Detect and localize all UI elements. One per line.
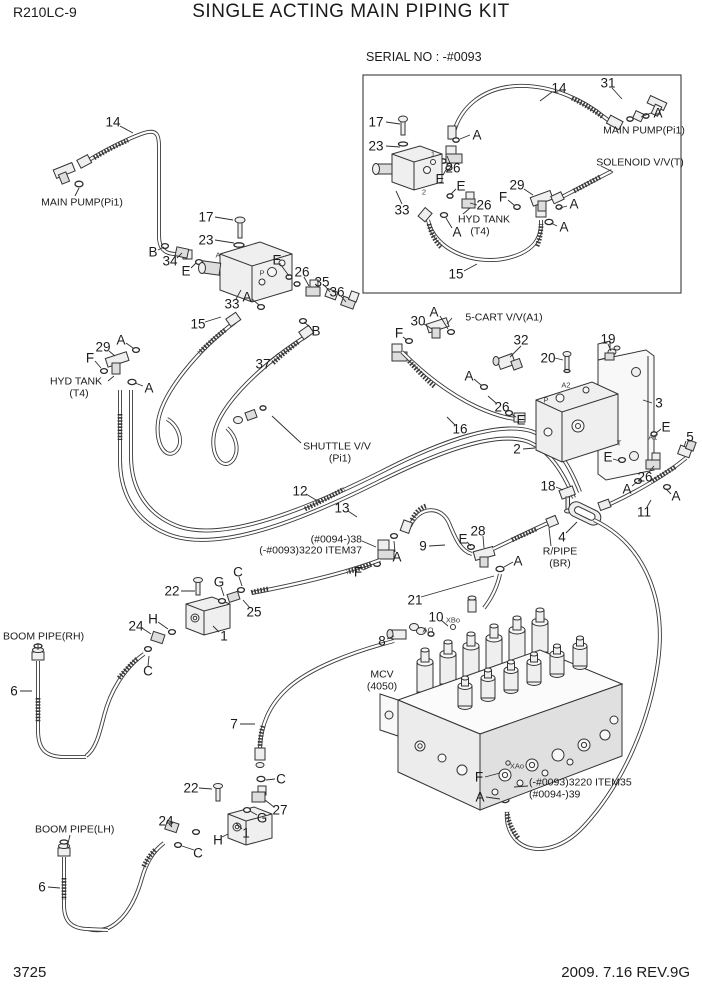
component-label: (T4) — [470, 225, 490, 238]
part-number-callout: 1 — [220, 628, 228, 644]
component-label: (#0094-)38 — [310, 533, 362, 546]
part-number-callout: E — [458, 531, 468, 547]
component-label: (#0094-)39 — [529, 788, 581, 801]
component-label: HYD TANK — [49, 375, 103, 388]
part-number-callout: 6 — [10, 683, 18, 699]
part-number-callout: A — [116, 332, 126, 348]
part-number-callout: 27 — [272, 802, 288, 818]
part-number-callout: E — [272, 252, 282, 268]
component-label: BOOM PIPE(LH) — [35, 823, 115, 836]
part-number-callout: 3 — [655, 395, 663, 411]
component-label: 5-CART V/V(A1) — [465, 311, 543, 324]
part-number-callout: H — [148, 611, 158, 627]
part-number-callout: 6 — [38, 879, 46, 895]
part-number-callout: C — [233, 564, 243, 580]
part-number-callout: C — [193, 845, 203, 861]
part-number-callout: F — [353, 564, 363, 580]
part-number-callout: F — [474, 769, 484, 785]
part-number-callout: A — [429, 304, 439, 320]
part-number-callout: 36 — [329, 284, 345, 300]
part-number-callout: 26 — [445, 160, 461, 176]
part-number-callout: A — [513, 553, 523, 569]
part-number-callout: 9 — [419, 538, 427, 554]
part-number-callout: 33 — [224, 296, 240, 312]
part-number-callout: 24 — [128, 618, 144, 634]
port-label: P — [259, 268, 265, 278]
part-number-callout: F — [394, 325, 404, 341]
part-number-callout: E — [516, 412, 526, 428]
component-label: (4050) — [366, 680, 398, 693]
part-number-callout: 31 — [600, 75, 616, 91]
part-number-callout: 18 — [540, 478, 556, 494]
part-number-callout: A — [569, 196, 579, 212]
part-number-callout: 17 — [198, 209, 214, 225]
part-number-callout: 26 — [494, 399, 510, 415]
part-number-callout: 28 — [470, 523, 486, 539]
component-label: BOOM PIPE(RH) — [3, 630, 85, 643]
port-label: A2 — [561, 380, 571, 390]
serial-no-label: SERIAL NO : -#0093 — [366, 50, 482, 64]
page-number: 3725 — [13, 964, 47, 981]
part-number-callout: F — [498, 189, 508, 205]
part-number-callout: 25 — [246, 604, 262, 620]
port-label: A1 — [648, 432, 658, 442]
port-label: 2 — [421, 187, 427, 197]
part-number-callout: 29 — [95, 339, 111, 355]
part-number-callout: 12 — [292, 483, 308, 499]
part-number-callout: 22 — [164, 583, 180, 599]
part-number-callout: 20 — [540, 350, 556, 366]
part-number-callout: A — [475, 789, 485, 805]
part-number-callout: E — [435, 171, 445, 187]
component-label: SOLENOID V/V(T) — [596, 156, 684, 169]
part-number-callout: 19 — [600, 331, 616, 347]
component-label: (Pi1) — [328, 452, 352, 465]
component-label: SHUTTLE V/V — [303, 440, 371, 453]
part-number-callout: 37 — [255, 356, 271, 372]
part-number-callout: 23 — [368, 138, 384, 154]
part-number-callout: 21 — [407, 592, 423, 608]
model-code: R210LC-9 — [13, 4, 77, 20]
part-number-callout: 23 — [198, 232, 214, 248]
component-label: (T4) — [69, 387, 89, 400]
part-number-callout: A — [622, 481, 632, 497]
part-number-callout: 8 — [378, 633, 386, 649]
part-number-callout: G — [213, 574, 225, 590]
part-number-callout: E — [181, 263, 191, 279]
part-number-callout: B — [311, 323, 321, 339]
revision-date: 2009. 7.16 REV.9G — [561, 964, 690, 981]
part-number-callout: 4 — [558, 529, 566, 545]
part-number-callout: 11 — [636, 504, 652, 520]
component-label: (-#0093)3220 ITEM37 — [259, 544, 362, 557]
part-number-callout: 14 — [551, 80, 567, 96]
port-label: 1 — [430, 149, 436, 159]
component-label: (-#0093)3220 ITEM35 — [529, 776, 632, 789]
part-number-callout: A — [671, 488, 681, 504]
part-number-callout: 35 — [314, 274, 330, 290]
component-label: (BR) — [549, 557, 571, 570]
component-label: MAIN PUMP(Pi1) — [603, 124, 685, 137]
part-number-callout: C — [143, 663, 153, 679]
part-number-callout: 2 — [513, 441, 521, 457]
part-number-callout: A — [144, 380, 154, 396]
component-label: HYD TANK — [457, 213, 511, 226]
part-number-callout: 1 — [242, 825, 250, 841]
part-number-callout: 5 — [686, 429, 694, 445]
page-title: SINGLE ACTING MAIN PIPING KIT — [192, 1, 510, 22]
part-number-callout: A — [464, 368, 474, 384]
part-number-callout: A — [653, 105, 663, 121]
port-label: XBo — [445, 615, 461, 625]
part-number-callout: 16 — [452, 421, 468, 437]
part-number-callout: E — [661, 419, 671, 435]
component-label: R/PIPE — [542, 545, 578, 558]
part-number-callout: A — [242, 289, 252, 305]
part-number-callout: A — [472, 127, 482, 143]
part-number-callout: F — [85, 350, 95, 366]
port-label: A — [215, 250, 221, 260]
part-number-callout: 26 — [637, 469, 653, 485]
part-number-callout: 29 — [509, 177, 525, 193]
part-number-callout: E — [456, 178, 466, 194]
part-number-callout: 7 — [230, 716, 238, 732]
part-number-callout: 33 — [394, 202, 410, 218]
part-number-callout: 22 — [183, 780, 199, 796]
component-label: MCV — [370, 668, 394, 681]
port-label: T — [616, 438, 622, 448]
component-label: MAIN PUMP(Pi1) — [41, 196, 123, 209]
part-number-callout: A — [452, 224, 462, 240]
part-number-callout: 32 — [513, 332, 529, 348]
part-number-callout: C — [276, 771, 286, 787]
part-number-callout: 34 — [162, 253, 178, 269]
part-number-callout: 26 — [476, 197, 492, 213]
part-number-callout: 26 — [294, 264, 310, 280]
part-number-callout: 14 — [105, 114, 121, 130]
part-number-callout: 30 — [410, 313, 426, 329]
part-number-callout: B — [148, 244, 158, 260]
part-number-callout: 17 — [368, 114, 384, 130]
part-number-callout: A — [392, 549, 402, 565]
part-number-callout: 13 — [334, 500, 350, 516]
port-label: AO — [422, 625, 434, 635]
port-label: XAo — [509, 761, 525, 771]
part-number-callout: 10 — [428, 609, 444, 625]
part-number-callout: H — [213, 832, 223, 848]
part-number-callout: 24 — [158, 813, 174, 829]
part-number-callout: G — [256, 810, 268, 826]
port-label: P — [543, 395, 549, 405]
part-number-callout: 15 — [190, 316, 206, 332]
part-number-callout: 15 — [448, 266, 464, 282]
part-number-callout: E — [603, 449, 613, 465]
part-number-callout: A — [559, 219, 569, 235]
